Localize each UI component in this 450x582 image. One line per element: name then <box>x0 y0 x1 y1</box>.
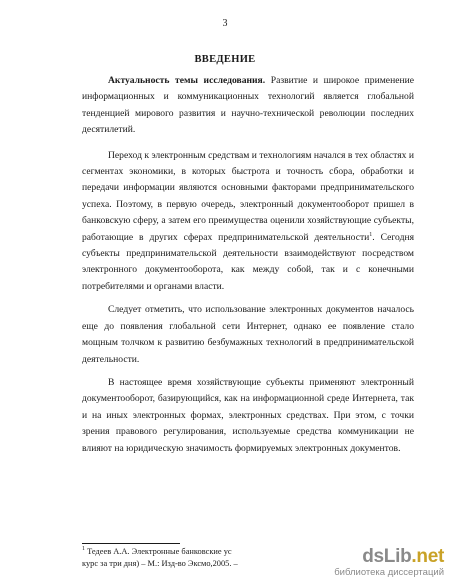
watermark-caption: библиотека диссертаций <box>334 567 444 578</box>
paragraph-4 <box>82 375 414 457</box>
watermark-site: dsLib <box>362 546 412 567</box>
footnote-marker: 1 <box>82 546 85 553</box>
watermark <box>334 547 444 578</box>
paragraph-3 <box>82 302 414 368</box>
page-heading: ВВЕДЕНИЕ <box>194 54 256 65</box>
footnote-text: Тедеев А.А. Электронные банковские ус <box>85 547 232 556</box>
body-text <box>82 73 414 464</box>
paragraph-2 <box>82 148 414 296</box>
watermark-tld: .net <box>411 546 444 567</box>
paragraph-text: Следует отметить, что использование электронных документов началось еще до появления глобальной сети Интернет, однако ее появление стало мощным толчком к развитию безбумажных технологий в предпринимательской деятельности. <box>82 304 414 365</box>
paragraph-1 <box>82 73 414 139</box>
footnote-line-1 <box>82 546 282 558</box>
paragraph-text: Развитие и широкое применение информационных и коммуникационных технологий является глобальной тенденцией мирового развития и научно-технической революции последних десятилетий. <box>82 75 414 136</box>
watermark-logo <box>334 547 444 567</box>
paragraph-lead: Актуальность темы исследования. <box>108 75 266 86</box>
footnote <box>82 546 282 570</box>
paragraph-text-tail: . Сегодня субъекты предпринимательской деятельности взаимодействуют посредством электронного документооборота, как между собой, так и с конечными потребителями и органами власти. <box>82 231 415 292</box>
paragraph-text: В настоящее время хозяйствующие субъекты применяют электронный документооборот, базирующийся, как на информационной среде Интернета, так и на иных электронных формах, электронных средствах. При этом, с точки зрения правового регулирования, используемые средства коммуникации не влияют на юридическую значимость формируемых электронных документов. <box>82 376 414 454</box>
footnote-reference[interactable]: 1 <box>369 231 373 238</box>
page-number: 3 <box>222 18 228 29</box>
paragraph-text: Переход к электронным средствам и технологиям начался в тех областях и сегментах экономики, в которых быстрота и точность сбора, обработки и передачи информации являются основными факторами предпринимательского успеха. Поэтому, в первую очередь, электронный документооборот пришел в банковскую сферу, а затем его преимущества оценили хозяйствующие субъекты, работающие в других сферах предпринимательской деятельности <box>82 149 414 243</box>
footnote-line-2: курс за три дня) – М.: Изд-во Эксмо,2005. – <box>82 559 238 568</box>
footnote-divider <box>82 543 180 544</box>
